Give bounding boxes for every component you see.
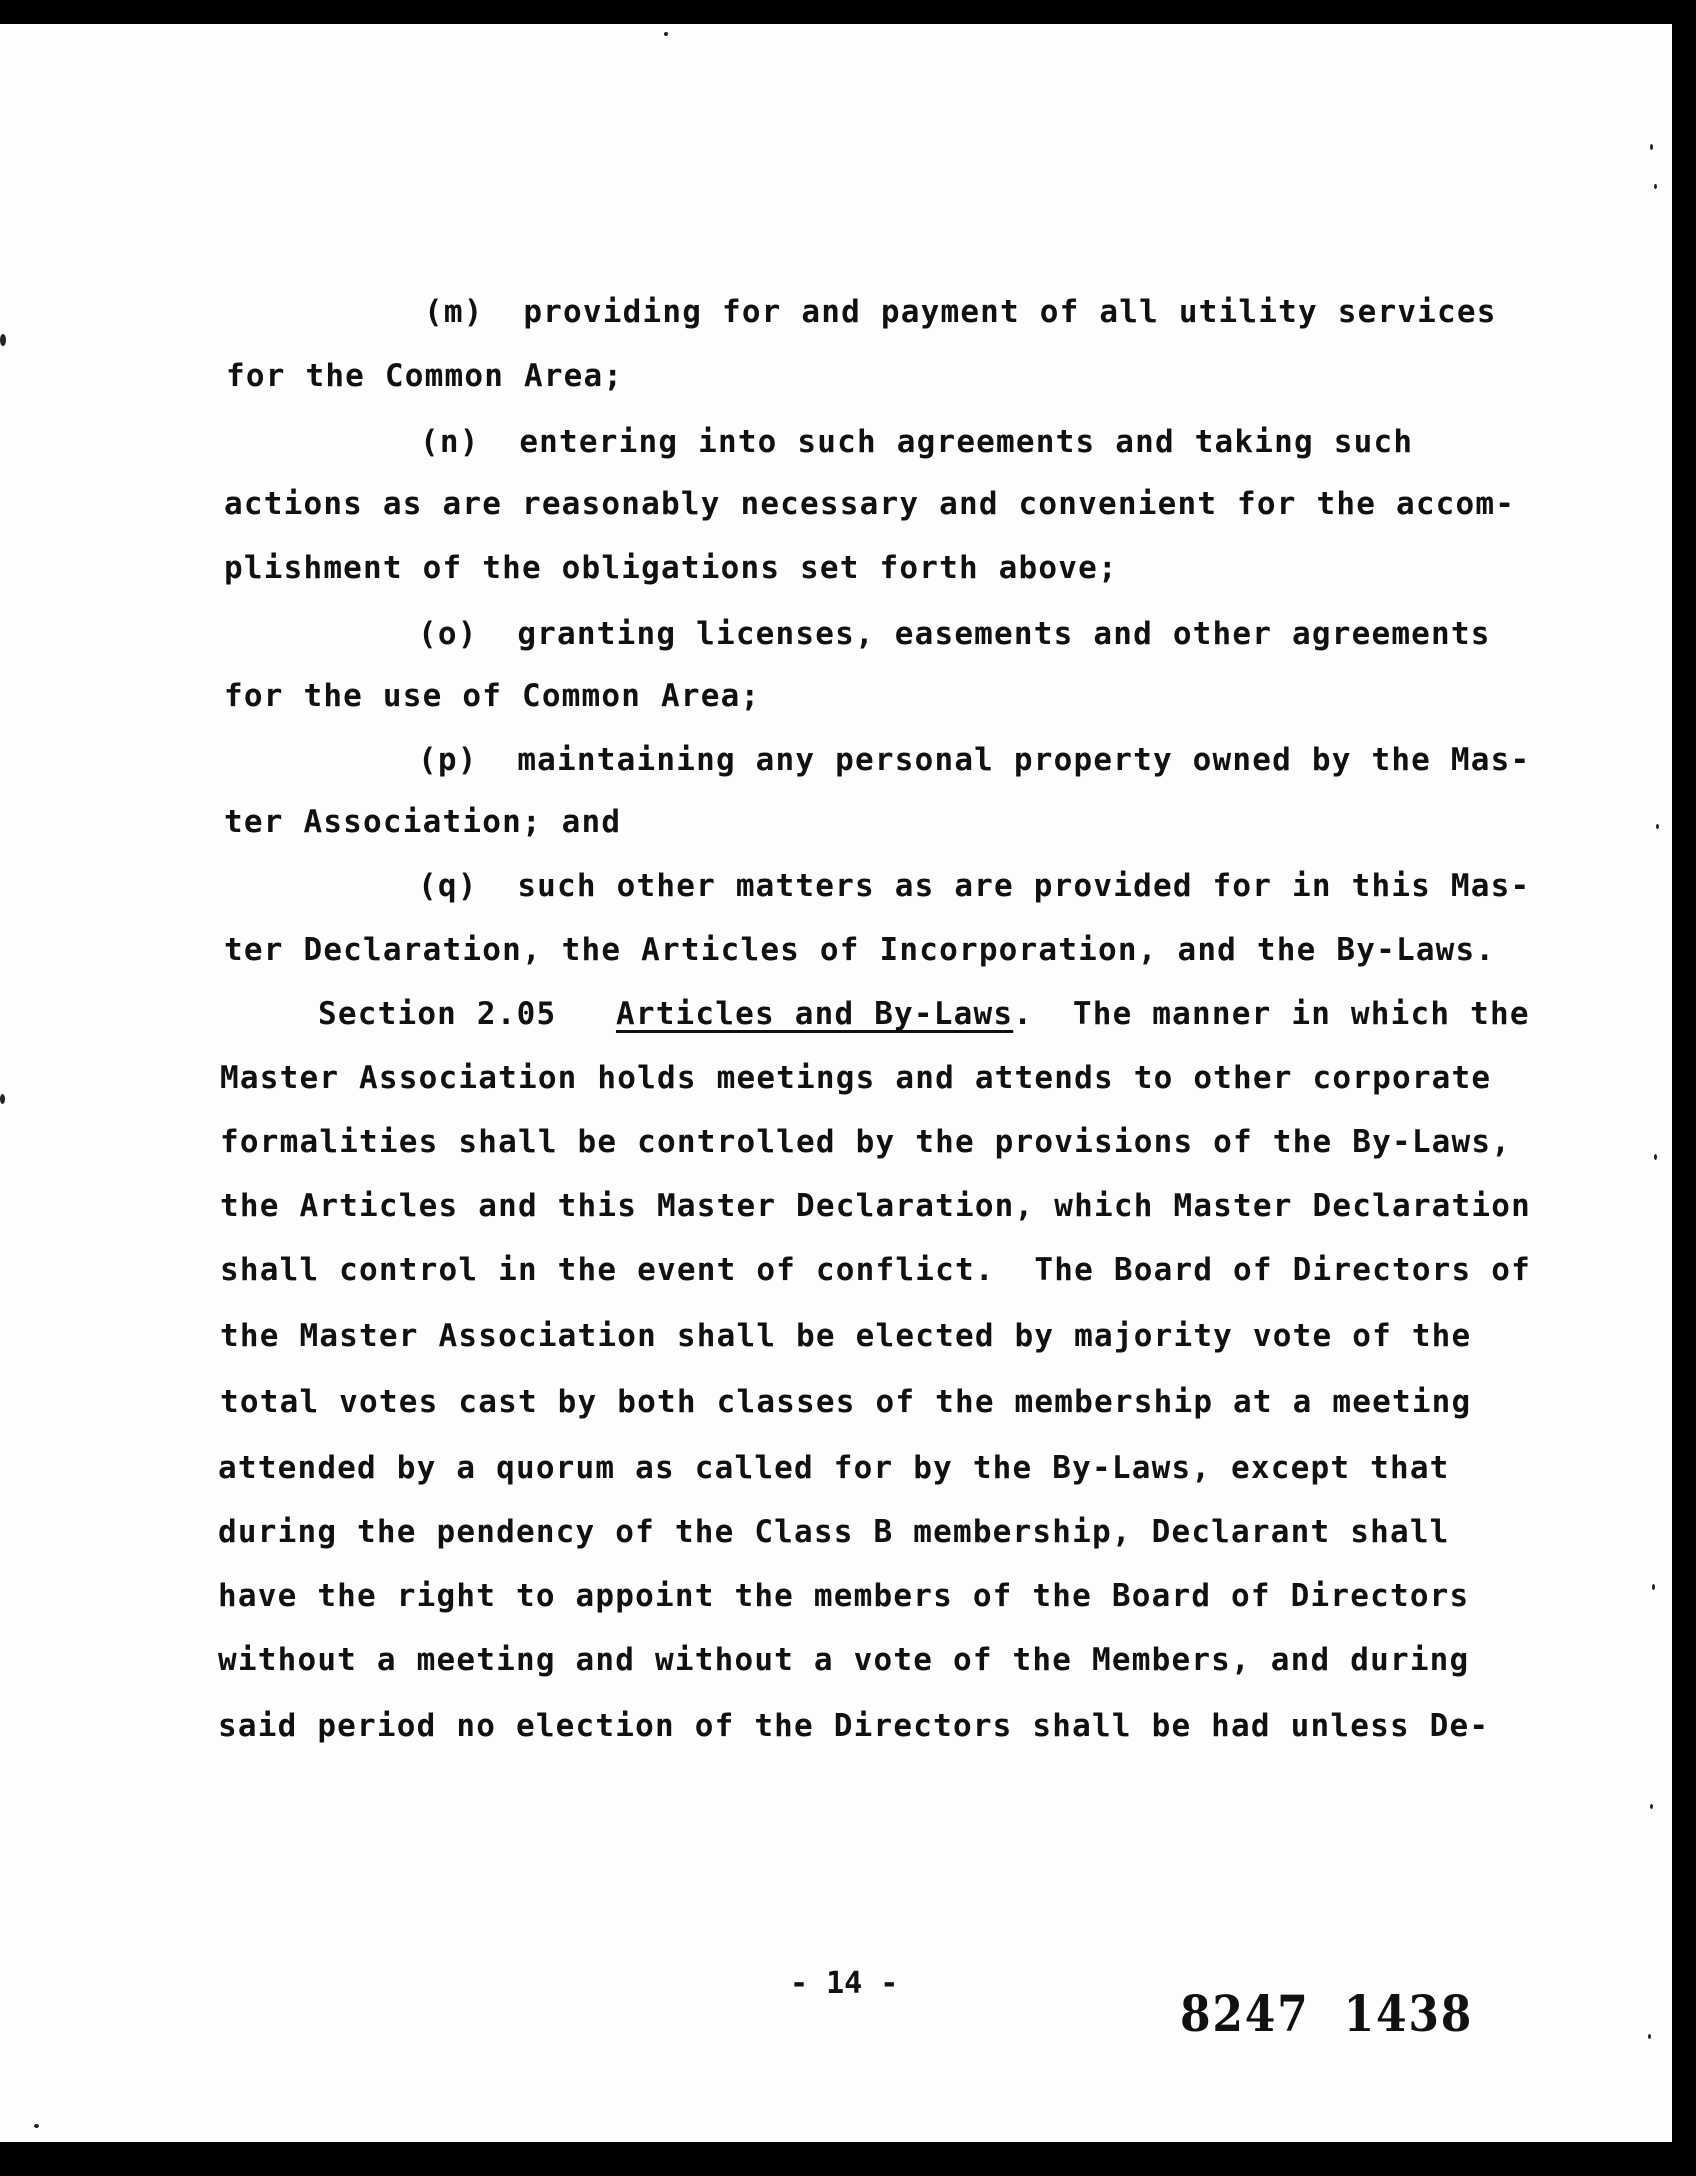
section-2-05-line-6: the Master Association shall be elected by majority vote of the	[220, 1318, 1472, 1354]
section-2-05-line-8: attended by a quorum as called for by the By-Laws, except that	[218, 1450, 1450, 1486]
section-2-05-line-11: without a meeting and without a vote of the Members, and during	[218, 1642, 1470, 1678]
section-2-05-line-4: the Articles and this Master Declaration, which Master Declaration	[220, 1188, 1531, 1224]
scan-speck	[1650, 1804, 1653, 1809]
section-2-05-line-10: have the right to appoint the members of the Board of Directors	[218, 1578, 1470, 1614]
paragraph-q-line-1: (q) such other matters as are provided for in this Mas-	[418, 868, 1531, 904]
section-2-05-line-1	[318, 996, 1530, 1032]
paragraph-m-line-1: (m) providing for and payment of all utility services	[424, 294, 1497, 330]
scan-speck	[1656, 824, 1659, 829]
paragraph-o-line-1: (o) granting licenses, easements and other agreements	[418, 616, 1491, 652]
scan-speck	[0, 334, 6, 346]
section-2-05-line-2: Master Association holds meetings and attends to other corporate	[220, 1060, 1492, 1096]
scan-speck	[1654, 1154, 1657, 1160]
scan-border-top	[0, 0, 1696, 24]
paragraph-o-line-2: for the use of Common Area;	[224, 678, 761, 714]
scan-speck	[0, 1094, 5, 1104]
scan-border-right	[1672, 0, 1696, 2176]
scan-speck	[34, 2124, 39, 2128]
recording-stamp: 8247 1438	[1180, 1984, 1474, 2043]
page-number: - 14 -	[790, 1966, 899, 2001]
paragraph-p-line-2: ter Association; and	[224, 804, 622, 840]
section-2-05-line-7: total votes cast by both classes of the membership at a meeting	[220, 1384, 1472, 1420]
scan-speck	[664, 32, 668, 36]
section-2-05-line-9: during the pendency of the Class B membership, Declarant shall	[218, 1514, 1450, 1550]
paragraph-n-line-1: (n) entering into such agreements and taking such	[420, 424, 1414, 460]
scan-speck	[1650, 144, 1653, 150]
scan-speck	[1652, 1584, 1655, 1590]
section-2-05-line-5: shall control in the event of conflict. The Board of Directors of	[220, 1252, 1531, 1288]
section-2-05-line-12: said period no election of the Directors shall be had unless De-	[218, 1708, 1490, 1744]
paragraph-p-line-1: (p) maintaining any personal property owned by the Mas-	[418, 742, 1531, 778]
section-2-05-line-3: formalities shall be controlled by the provisions of the By-Laws,	[220, 1124, 1512, 1160]
section-number: Section 2.05	[318, 996, 616, 1032]
paragraph-n-line-2: actions as are reasonably necessary and convenient for the accom-	[224, 486, 1516, 522]
scan-speck	[1654, 184, 1657, 189]
section-heading: Articles and By-Laws	[615, 996, 1014, 1032]
paragraph-q-line-2: ter Declaration, the Articles of Incorporation, and the By-Laws.	[224, 932, 1496, 968]
paragraph-m-line-2: for the Common Area;	[226, 358, 624, 394]
scan-speck	[1648, 2034, 1651, 2039]
section-line-1-text: . The manner in which the	[1013, 996, 1530, 1032]
document-page	[0, 24, 1672, 2142]
scan-border-bottom	[0, 2142, 1696, 2176]
paragraph-n-line-3: plishment of the obligations set forth above;	[224, 550, 1118, 586]
